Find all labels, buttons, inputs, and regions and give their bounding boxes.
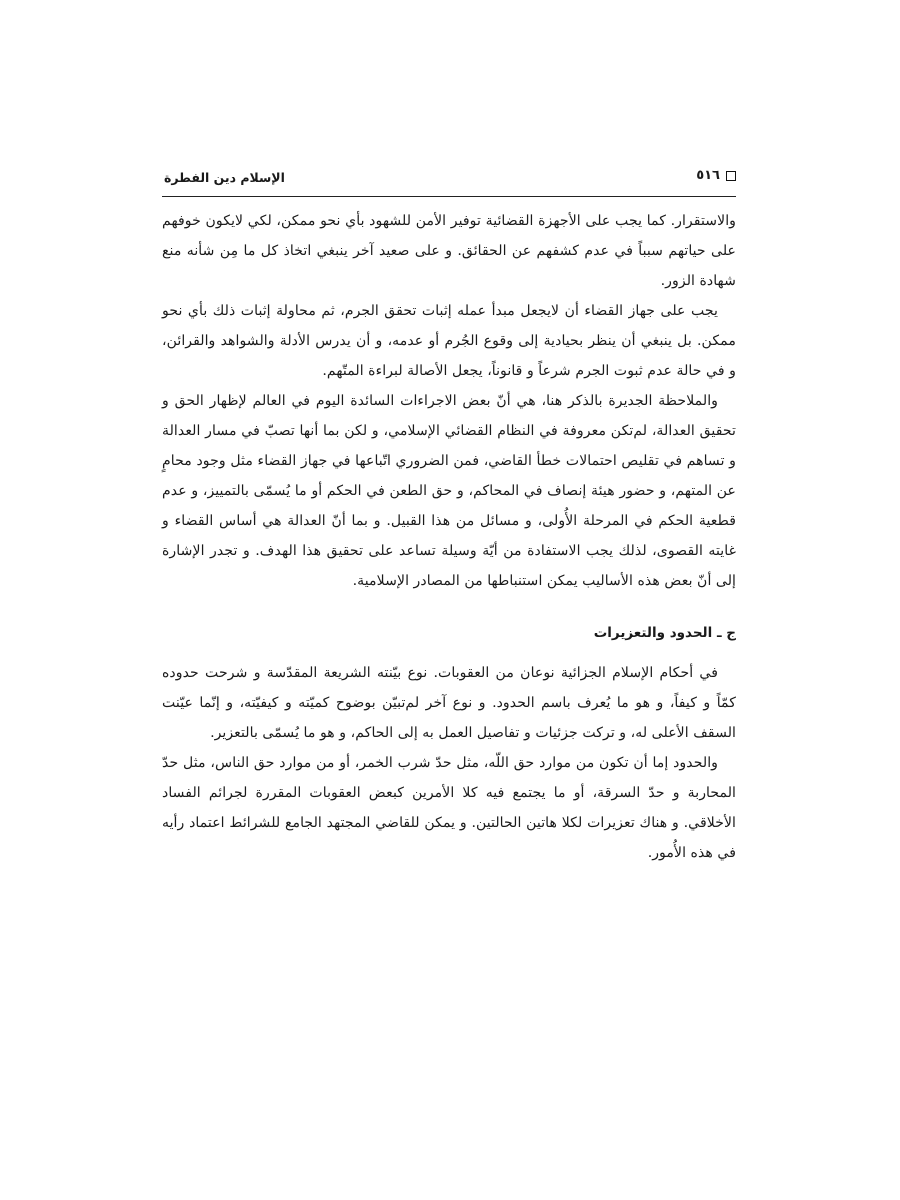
square-outline-icon — [726, 171, 736, 181]
page-number-group — [696, 168, 736, 183]
paragraph-3: والملاحظة الجديرة بالذكر هنا، هي أنّ بعض الاجراءات السائدة اليوم في العالم لإظهار الحق و تحقيق العدالة، لم‌تكن معروفة في النظام القضائي الإسلامي، و لكن بما أنها تصبّ في مسار العدالة و تساهم في تقليص احتمالات خطأ القاضي، فمن الضروري اتّباعها في جهاز القضاء مثل وجود محامٍ عن المتهم، و حضور هيئة إنصاف في المحاكم، و حق الطعن في الحكم أو ما يُسمّى بالتمييز، و عدم قطعية الحكم في المرحلة الأُولى، و مسائل من هذا القبيل. و بما أنّ العدالة هي أساس القضاء و غايته القصوى، لذلك يجب الاستفادة من أيّة وسيلة تساعد على تحقيق هذا الهدف. و تجدر الإشارة إلى أنّ بعض هذه الأساليب يمكن استنباطها من المصادر الإسلامية. — [162, 393, 736, 589]
page-header — [162, 166, 736, 197]
running-title: الإسلام دين الفطرة — [164, 170, 285, 185]
paragraph-5: والحدود إما أن تكون من موارد حق اللّه، مثل حدّ شرب الخمر، أو من موارد حق الناس، مثل حدّ المحاربة و حدّ السرقة، أو ما يجتمع فيه كلا الأمرين كبعض العقوبات المقررة لجرائم الفساد الأخلاقي. و هناك تعزيرات لكلا هاتين الحالتين. و يمكن للقاضي المجتهد الجامع للشرائط اعتماد رأيه في هذه الأُمور. — [162, 755, 736, 861]
paragraph-2: يجب على جهاز القضاء أن لايجعل مبدأ عمله إثبات تحقق الجرم، ثم محاولة إثبات ذلك بأي نحو ممكن. بل ينبغي أن ينظر بحيادية إلى وقوع الجُرم أو عدمه، و أن يدرس الأدلة والشواهد والقرائن، و في حالة عدم ثبوت الجرم شرعاً و قانوناً، يجعل الأصالة لبراءة المتّهم. — [162, 303, 736, 379]
section-heading: ج ـ الحدود والتعزيرات — [593, 625, 736, 641]
page-body — [162, 206, 736, 868]
page-number: ٥١٦ — [696, 168, 720, 183]
paragraph-4: في أحكام الإسلام الجزائية نوعان من العقوبات. نوع بيّنته الشريعة المقدّسة و شرحت حدوده كمّاً و كيفاً، و هو ما يُعرف باسم الحدود. و نوع آخر لم‌تبيّن بوضوح كميّته و كيفيّته، و إنّما عيّنت السقف الأعلى له، و تركت جزئيات و تفاصيل العمل به إلى الحاكم، و هو ما يُسمّى بالتعزير. — [162, 665, 736, 741]
paragraph-1: والاستقرار. كما يجب على الأجهزة القضائية توفير الأمن للشهود بأي نحو ممكن، لكي لايكون خوفهم على حياتهم سبباً في عدم كشفهم عن الحقائق. و على صعيد آخر ينبغي اتخاذ كل ما مِن شأنه منع شهادة الزور. — [162, 213, 736, 289]
